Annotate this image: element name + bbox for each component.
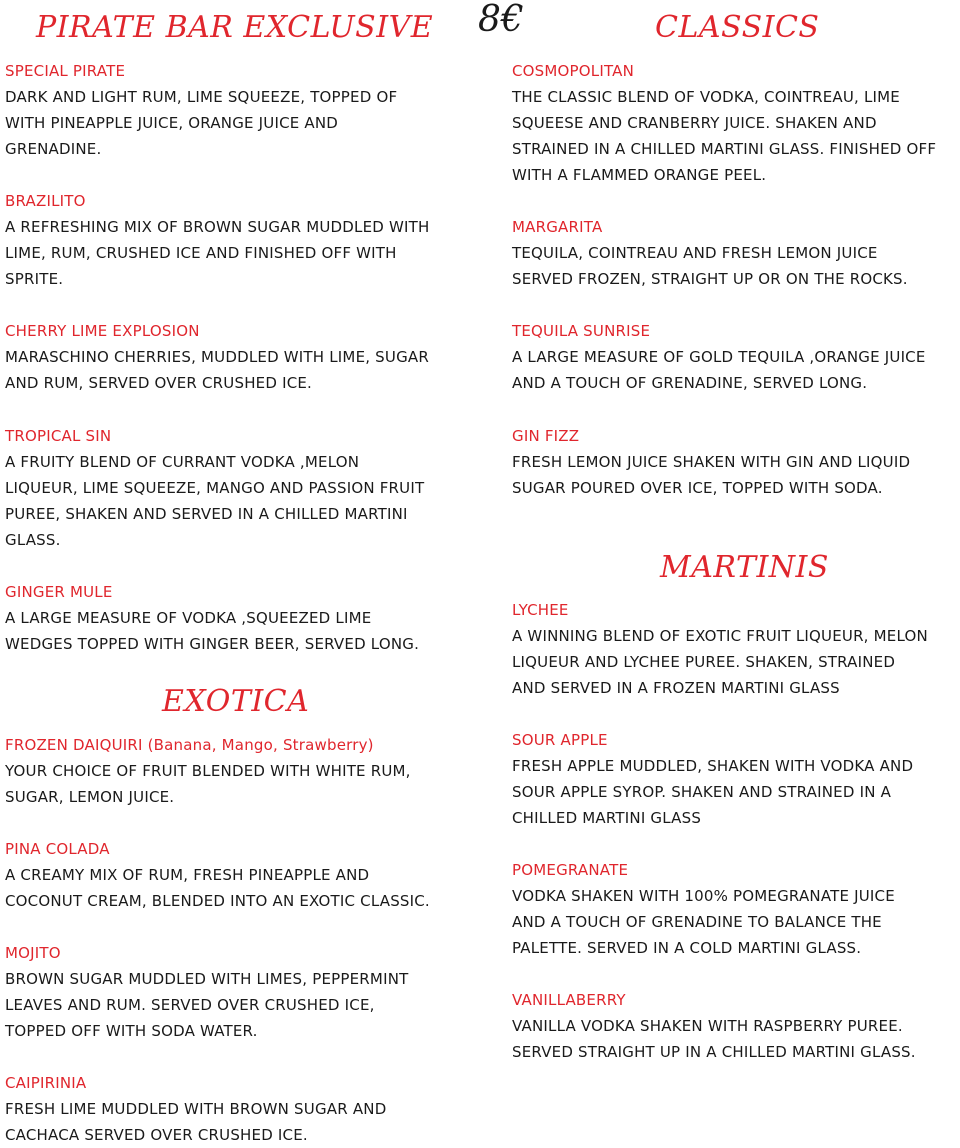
item-desc-line: LIQUEUR AND LYCHEE PUREE. SHAKEN, STRAINED <box>512 653 896 671</box>
item-name: CHERRY LIME EXPLOSION <box>5 322 200 340</box>
item-desc-line: DARK AND LIGHT RUM, LIME SQUEEZE, TOPPED OF <box>5 88 398 106</box>
item-name: TROPICAL SIN <box>5 427 112 445</box>
item-desc-line: SERVED STRAIGHT UP IN A CHILLED MARTINI GLASS. <box>512 1043 916 1061</box>
item-name: MARGARITA <box>512 218 603 236</box>
item-desc-line: SUGAR POURED OVER ICE, TOPPED WITH SODA. <box>512 479 883 497</box>
item-desc-line: A LARGE MEASURE OF GOLD TEQUILA ,ORANGE JUICE <box>512 348 926 366</box>
item-desc-line: WEDGES TOPPED WITH GINGER BEER, SERVED LONG. <box>5 635 420 653</box>
item-desc-line: THE CLASSIC BLEND OF VODKA, COINTREAU, LIME <box>512 88 900 106</box>
item-desc-line: VODKA SHAKEN WITH 100% POMEGRANATE JUICE <box>512 887 895 905</box>
menu-item-tropical-sin <box>5 423 455 553</box>
menu-item-brazilito <box>5 188 455 292</box>
item-desc-line: FRESH APPLE MUDDLED, SHAKEN WITH VODKA AND <box>512 757 914 775</box>
item-name: LYCHEE <box>512 601 569 619</box>
item-desc-line: AND RUM, SERVED OVER CRUSHED ICE. <box>5 374 313 392</box>
item-name: CAIPIRINIA <box>5 1074 87 1092</box>
menu-item-frozen-daiquiri <box>5 732 455 810</box>
item-desc-line: LEAVES AND RUM. SERVED OVER CRUSHED ICE, <box>5 996 375 1014</box>
item-desc-line: PALETTE. SERVED IN A COLD MARTINI GLASS. <box>512 939 862 957</box>
item-desc-line: A FRUITY BLEND OF CURRANT VODKA ,MELON <box>5 453 360 471</box>
item-desc-line: A LARGE MEASURE OF VODKA ,SQUEEZED LIME <box>5 609 372 627</box>
menu-item-cosmopolitan <box>512 58 957 188</box>
item-desc-line: WITH PINEAPPLE JUICE, ORANGE JUICE AND <box>5 114 339 132</box>
item-name: MOJITO <box>5 944 61 962</box>
menu-item-gin-fizz <box>512 423 957 501</box>
menu-item-caipirinia <box>5 1070 455 1148</box>
item-name: POMEGRANATE <box>512 861 629 879</box>
item-name: SPECIAL PIRATE <box>5 62 126 80</box>
item-desc-line: FRESH LEMON JUICE SHAKEN WITH GIN AND LIQUID <box>512 453 911 471</box>
item-name: FROZEN DAIQUIRI (Banana, Mango, Strawberry) <box>5 736 374 754</box>
menu-item-pina-colada <box>5 836 455 914</box>
item-desc-line: FRESH LIME MUDDLED WITH BROWN SUGAR AND <box>5 1100 387 1118</box>
item-desc-line: PUREE, SHAKEN AND SERVED IN A CHILLED MARTINI <box>5 505 408 523</box>
item-desc-line: YOUR CHOICE OF FRUIT BLENDED WITH WHITE RUM, <box>5 762 411 780</box>
item-desc-line: SPRITE. <box>5 270 64 288</box>
menu-item-ginger-mule <box>5 579 455 657</box>
item-desc-line: LIME, RUM, CRUSHED ICE AND FINISHED OFF WITH <box>5 244 397 262</box>
item-desc-line: STRAINED IN A CHILLED MARTINI GLASS. FINISHED OFF <box>512 140 937 158</box>
section-heading-exotica: EXOTICA <box>162 684 310 719</box>
item-desc-line: A REFRESHING MIX OF BROWN SUGAR MUDDLED WITH <box>5 218 430 236</box>
menu-item-vanillaberry <box>512 987 957 1065</box>
item-desc-line: BROWN SUGAR MUDDLED WITH LIMES, PEPPERMINT <box>5 970 409 988</box>
item-name: PINA COLADA <box>5 840 110 858</box>
item-name: SOUR APPLE <box>512 731 608 749</box>
item-desc-line: A WINNING BLEND OF EXOTIC FRUIT LIQUEUR, MELON <box>512 627 928 645</box>
item-desc-line: GLASS. <box>5 531 61 549</box>
item-name: GINGER MULE <box>5 583 113 601</box>
menu-item-tequila-sunrise <box>512 318 957 396</box>
item-desc-line: AND SERVED IN A FROZEN MARTINI GLASS <box>512 679 840 697</box>
item-name: TEQUILA SUNRISE <box>512 322 651 340</box>
section-heading-martinis: MARTINIS <box>660 550 829 585</box>
menu-item-special-pirate <box>5 58 455 162</box>
item-desc-line: SUGAR, LEMON JUICE. <box>5 788 175 806</box>
item-name: GIN FIZZ <box>512 427 580 445</box>
item-desc-line: TOPPED OFF WITH SODA WATER. <box>5 1022 258 1040</box>
item-desc-line: AND A TOUCH OF GRENADINE, SERVED LONG. <box>512 374 868 392</box>
item-name: COSMOPOLITAN <box>512 62 635 80</box>
section-heading-pirate-bar-exclusive: PIRATE BAR EXCLUSIVE <box>36 10 434 45</box>
menu-item-sour-apple <box>512 727 957 831</box>
menu-item-lychee <box>512 597 957 701</box>
item-desc-line: CHILLED MARTINI GLASS <box>512 809 702 827</box>
item-name: VANILLABERRY <box>512 991 626 1009</box>
item-desc-line: LIQUEUR, LIME SQUEEZE, MANGO AND PASSION FRUIT <box>5 479 425 497</box>
item-desc-line: MARASCHINO CHERRIES, MUDDLED WITH LIME, SUGAR <box>5 348 429 366</box>
item-desc-line: SERVED FROZEN, STRAIGHT UP OR ON THE ROCKS. <box>512 270 908 288</box>
menu-item-mojito <box>5 940 455 1044</box>
item-desc-line: A CREAMY MIX OF RUM, FRESH PINEAPPLE AND <box>5 866 370 884</box>
item-name: BRAZILITO <box>5 192 86 210</box>
menu-item-cherry-lime-explosion <box>5 318 455 396</box>
item-desc-line: AND A TOUCH OF GRENADINE TO BALANCE THE <box>512 913 882 931</box>
menu-item-margarita <box>512 214 957 292</box>
item-desc-line: VANILLA VODKA SHAKEN WITH RASPBERRY PUREE. <box>512 1017 903 1035</box>
item-desc-line: SOUR APPLE SYROP. SHAKEN AND STRAINED IN A <box>512 783 892 801</box>
item-desc-line: COCONUT CREAM, BLENDED INTO AN EXOTIC CLASSIC. <box>5 892 430 910</box>
item-desc-line: WITH A FLAMMED ORANGE PEEL. <box>512 166 767 184</box>
item-desc-line: GRENADINE. <box>5 140 102 158</box>
item-desc-line: CACHACA SERVED OVER CRUSHED ICE. <box>5 1126 308 1144</box>
section-heading-classics: CLASSICS <box>655 10 820 45</box>
item-desc-line: SQUEESE AND CRANBERRY JUICE. SHAKEN AND <box>512 114 877 132</box>
menu-item-pomegranate <box>512 857 957 961</box>
item-desc-line: TEQUILA, COINTREAU AND FRESH LEMON JUICE <box>512 244 878 262</box>
price-label: 8€ <box>478 0 524 40</box>
